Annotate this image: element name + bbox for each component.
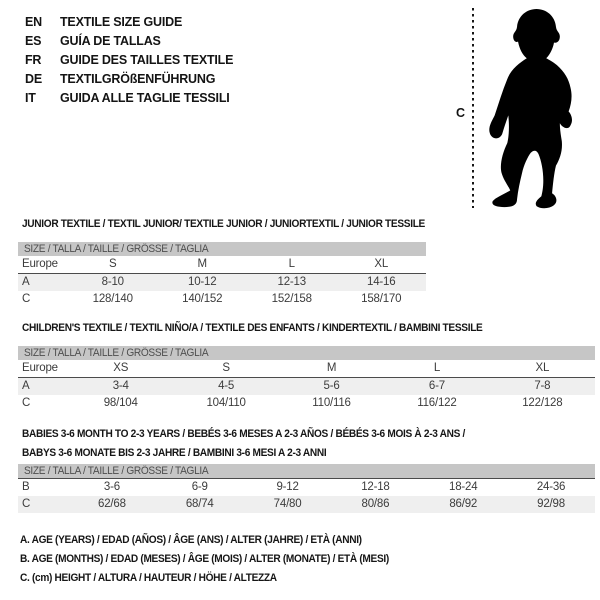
cell-value: 4-5 [218,380,235,392]
section-heading-babies-line1: BABIES 3-6 MONTH TO 2-3 YEARS / BEBÉS 3-6 MESES A 2-3 AÑOS / BÉBÉS 3-6 MOIS À 2-3 ANS / [22,428,466,440]
cell-value: 24-36 [536,481,566,493]
cell-value: L [288,258,295,270]
height-measure-label: C [456,106,466,120]
language-row [25,70,233,89]
cell-value: S [109,258,117,270]
table-row [18,273,426,291]
size-table-children [18,346,595,412]
cell-value: 62/68 [98,498,126,510]
cell-value: 3-6 [103,481,120,493]
cell-value: L [433,362,441,374]
cell-value: 92/98 [537,498,565,510]
cell-value: 74/80 [273,498,302,510]
cell-value: M [197,258,207,270]
cell-value: 86/92 [449,498,478,510]
row-label: C [22,293,31,305]
language-row [25,89,233,108]
cell-value: 98/104 [103,397,138,409]
cell-value: 140/152 [182,293,223,305]
size-bar [18,242,426,256]
columns-header-row [18,360,595,377]
cell-value: 18-24 [449,481,478,493]
cell-value: XS [113,362,129,374]
cell-value: 8-10 [101,276,124,288]
cell-value: XL [535,362,550,374]
size-bar-label: SIZE / TALLA / TAILLE / GRÖSSE / TAGLIA [24,465,209,477]
table-body [18,478,595,513]
section-heading-junior: JUNIOR TEXTILE / TEXTIL JUNIOR/ TEXTILE JUNIOR / JUNIORTEXTIL / JUNIOR TESSILE [22,218,425,230]
size-bar-label: SIZE / TALLA / TAILLE / GRÖSSE / TAGLIA [24,347,209,359]
size-bar [18,464,595,478]
cell-value: 6-7 [428,380,445,392]
language-code: ES [25,34,42,48]
table-row [18,496,595,513]
baby-silhouette-icon [483,6,590,213]
row-label: Europe [22,362,58,374]
section-heading-babies-line2: BABYS 3-6 MONATE BIS 2-3 JAHRE / BAMBINI 3-6 MESI A 2-3 ANNI [22,447,327,459]
cell-value: S [222,362,230,374]
table-row [18,395,595,412]
cell-value: 122/128 [522,397,563,409]
language-title: GUIDA ALLE TAGLIE TESSILI [60,91,230,105]
cell-value: 10-12 [188,276,217,288]
language-code: EN [25,15,42,29]
cell-value: 104/110 [206,397,246,409]
language-title: GUIDE DES TAILLES TEXTILE [60,53,234,67]
row-label: C [22,397,31,409]
height-measure-dashed-line [472,8,474,208]
legend-note: B. AGE (MONTHS) / EDAD (MESES) / ÂGE (MOIS) / ALTER (MONATE) / ETÀ (MESI) [20,553,389,565]
columns-header-row [18,256,426,273]
language-row [25,32,233,51]
row-label: A [22,276,30,288]
cell-value: 128/140 [92,293,133,305]
language-row [25,13,233,32]
cell-value: 116/122 [417,397,457,409]
cell-value: 6-9 [191,481,208,493]
size-bar [18,346,595,360]
language-title: TEXTILGRÖßENFÜHRUNG [60,72,216,86]
table-body [18,360,595,412]
language-code: DE [25,72,42,86]
row-label: Europe [22,258,58,270]
table-row [18,377,595,395]
cell-value: 80/86 [361,498,390,510]
cell-value: 14-16 [367,276,396,288]
language-title: TEXTILE SIZE GUIDE [60,15,183,29]
size-table-babies [18,464,595,513]
row-label: C [22,498,31,510]
table-row [18,478,595,496]
language-row [25,51,233,70]
legend-note: C. (cm) HEIGHT / ALTURA / HAUTEUR / HÖHE / ALTEZZA [20,572,277,584]
cell-value: 158/170 [361,293,402,305]
row-label: B [22,481,30,493]
cell-value: 7-8 [534,380,551,392]
legend-note: A. AGE (YEARS) / EDAD (AÑOS) / ÂGE (ANS) / ALTER (JAHRE) / ETÀ (ANNI) [20,534,362,546]
cell-value: 12-18 [361,481,390,493]
language-code: IT [25,91,36,105]
cell-value: M [326,362,337,374]
section-heading-children: CHILDREN'S TEXTILE / TEXTIL NIÑO/A / TEXTILE DES ENFANTS / KINDERTEXTIL / BAMBINI TESSILE [22,322,483,334]
cell-value: 152/158 [271,293,312,305]
cell-value: 5-6 [323,380,340,392]
language-list [25,13,233,108]
cell-value: 12-13 [277,276,306,288]
language-code: FR [25,53,42,67]
legend-notes [20,531,421,588]
table-body [18,256,426,308]
cell-value: XL [374,258,389,270]
section-heading-babies [22,425,465,463]
cell-value: 110/116 [312,397,351,409]
language-title: GUÍA DE TALLAS [60,34,161,48]
row-label: A [22,380,30,392]
table-row [18,291,426,308]
size-table-junior [18,242,426,308]
cell-value: 68/74 [185,498,214,510]
cell-value: 3-4 [112,380,129,392]
size-bar-label: SIZE / TALLA / TAILLE / GRÖSSE / TAGLIA [24,243,209,255]
cell-value: 9-12 [276,481,299,493]
